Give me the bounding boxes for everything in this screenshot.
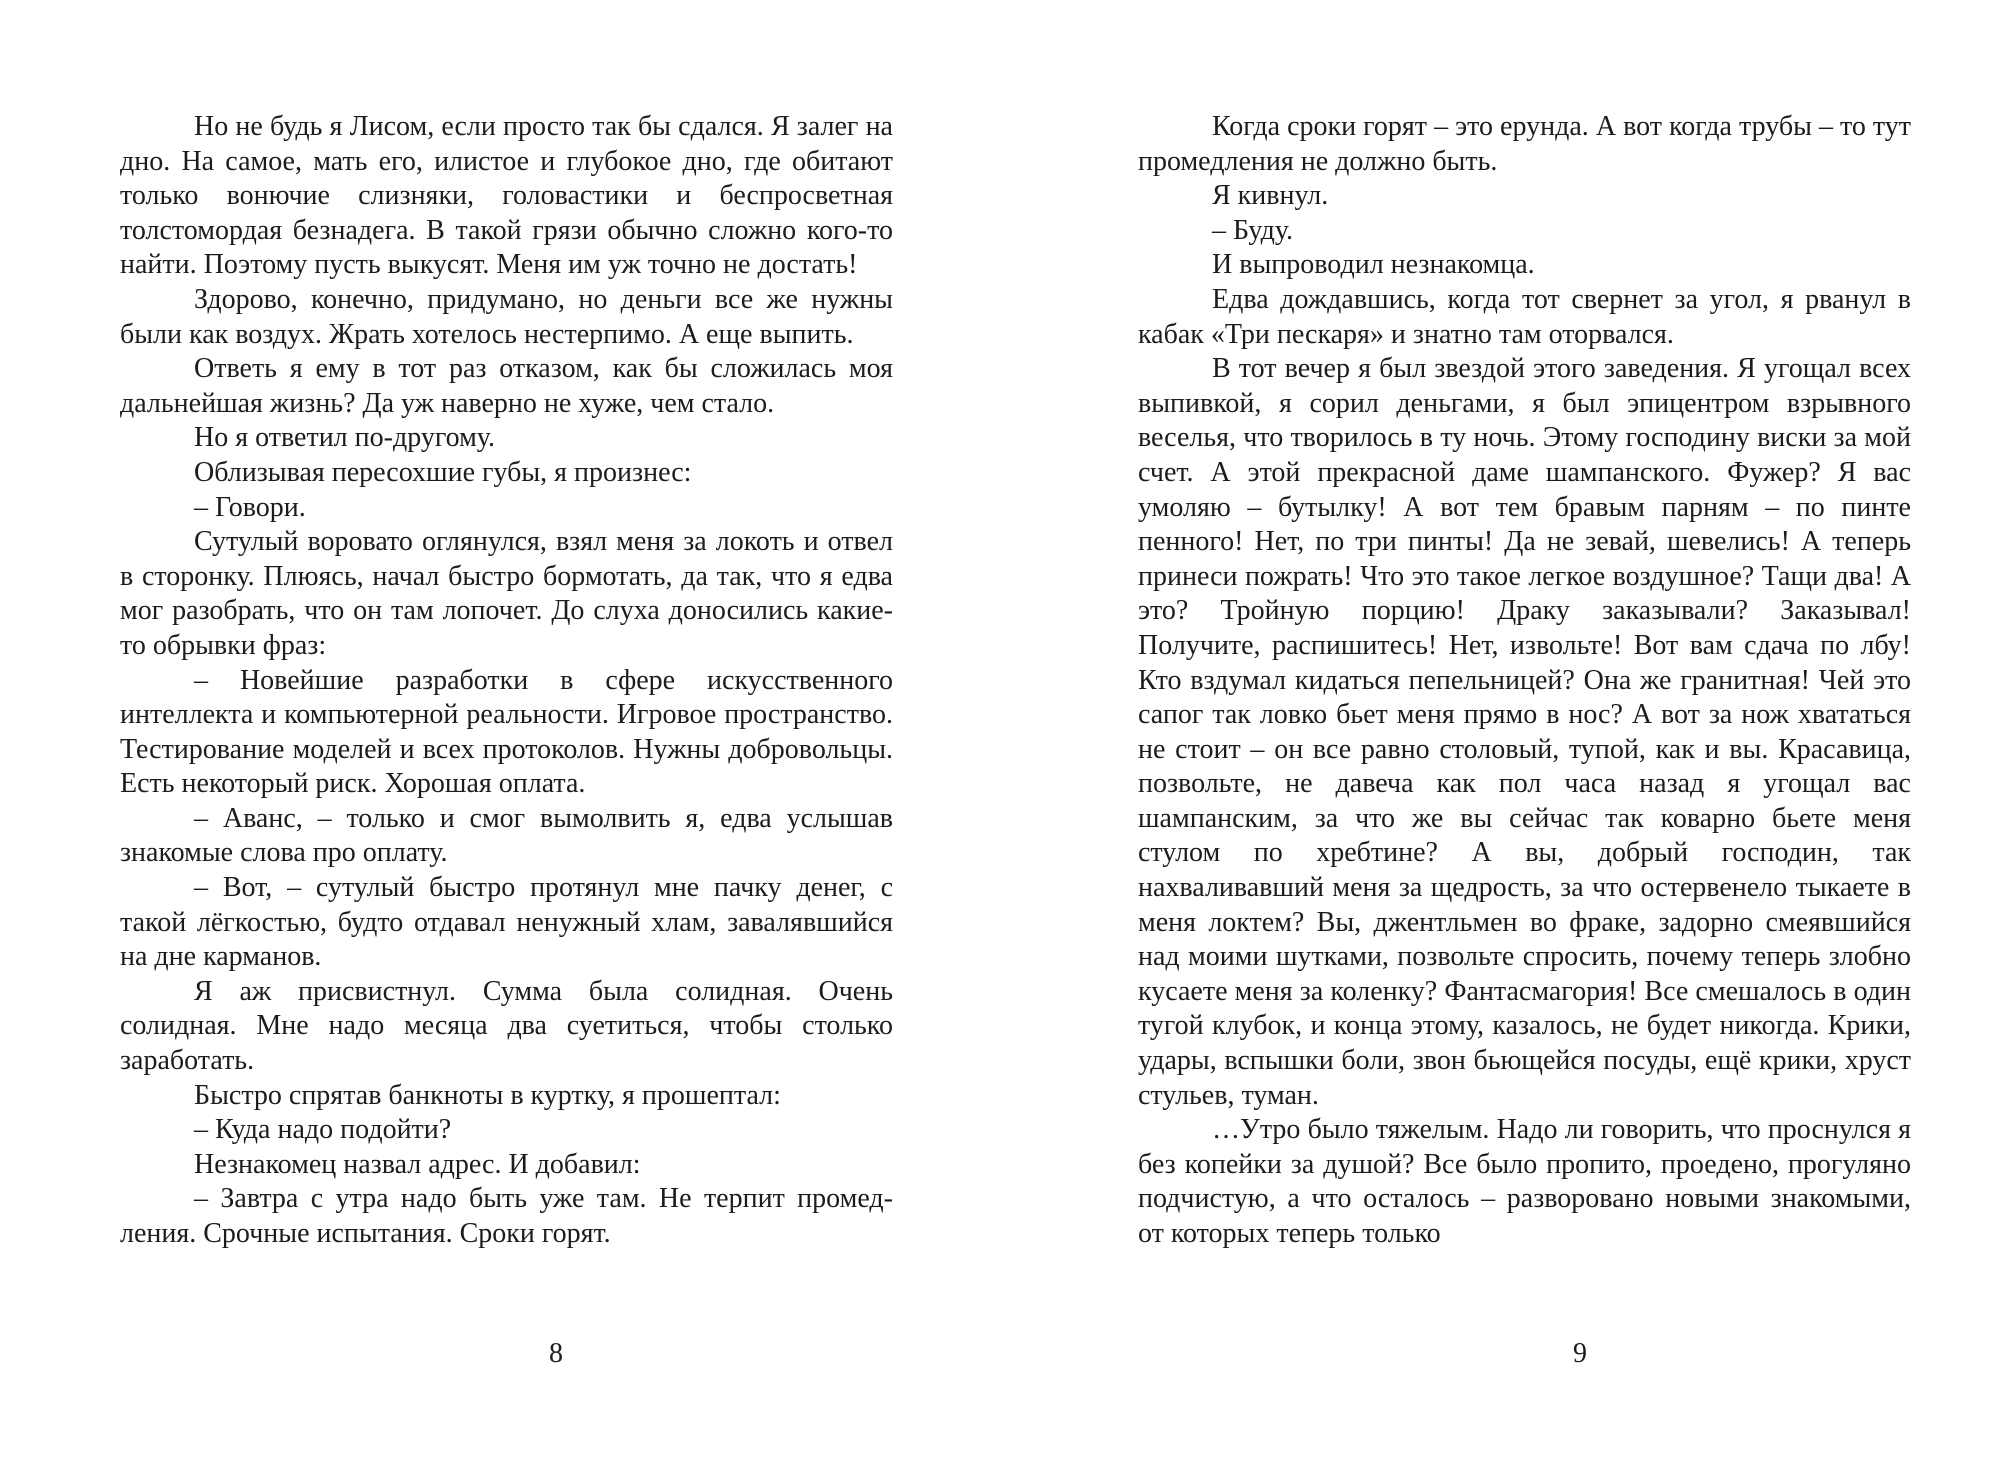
paragraph: Ответь я ему в тот раз отказом, как бы сложилась моя дальнейшая жизнь? Да уж наверно не хуже, чем стало.	[120, 353, 893, 419]
paragraph: Я кивнул.	[1212, 180, 1329, 212]
right-page-text	[1138, 110, 1911, 1252]
paragraph: Облизывая пересохшие губы, я произнес:	[194, 456, 692, 488]
left-page-text	[120, 110, 893, 1252]
paragraph: Но я ответил по-другому.	[194, 422, 495, 454]
paragraph: В тот вечер я был звездой этого заведения. Я угощал всех выпивкой, я сорил деньгами, я был эпицентром взрывного веселья, что творилось в ту ночь. Этому господину виски за мой счет. А этой прекрасной даме шампанского. Фужер? Я вас умоляю – бутылку! А вот тем бравым парням – по пинте пенного! Нет, по три пинты! Да не зевай, шевелись! А теперь принеси пожрать! Что это такое легкое воздушное? Тащи два! А это? Тройную порцию! Драку заказывали? Заказывал! Получите, распишитесь! Нет, извольте! Вот вам сдача по лбу! Кто вздумал кидаться пепельницей? Она же гранитная! Чей это сапог так ловко бьет меня прямо в нос? А вот за нож хвататься не стоит – он все равно столовый, тупой, как и вы. Красавица, позвольте, не давеча как пол часа назад я угощал вас шампанским, за что же вы сейчас так коварно бьете меня стулом по хребтине? А вы, добрый господин, так нахваливавший меня за щедрость, за что остервенело тыкаете в меня локтем? Вы, джентльмен во фраке, задорно смеявшийся над моими шутками, позвольте спросить, почему теперь злобно кусаете меня за коленку? Фантасмагория! Все смешалось в один тугой клубок, и конца этому, казалось, не будет никогда. Крики, удары, вспышки боли, звон бьющейся посуды, ещё крики, хруст стульев, туман.	[1138, 353, 1911, 1111]
paragraph: Здорово, конечно, придумано, но деньги все же нужны были как воздух. Жрать хотелось нестерпимо. А еще выпить.	[120, 283, 893, 350]
paragraph: Когда сроки горят – это ерунда. А вот когда трубы – то тут промедления не должно быть.	[1138, 111, 1911, 177]
paragraph: – Новейшие разработки в сфере искусственного интеллекта и компьютерной реальности. Игровое пространство. Тестирование моделей и всех протоколов. Нужны добровольцы. Есть некоторый риск. Хорошая оплата.	[120, 664, 893, 800]
paragraph: …Утро было тяжелым. Надо ли говорить, что проснулся я без копейки за душой? Все было пропито, проедено, прогуляно подчистую, а что осталось – разворовано новыми знакомыми, от которых теперь только	[1138, 1114, 1911, 1249]
paragraph: Быстро спрятав банкноты в куртку, я прошептал:	[194, 1079, 781, 1111]
paragraph: Незнакомец назвал адрес. И добавил:	[194, 1148, 641, 1180]
right-page	[1000, 0, 2000, 1457]
paragraph: – Аванс, – только и смог вымолвить я, едва услышав знакомые слова про оплату.	[120, 802, 893, 869]
paragraph: Едва дождавшись, когда тот свернет за угол, я рванул в кабак «Три пескаря» и знатно там оторвался.	[1138, 283, 1911, 350]
paragraph: Я аж присвистнул. Сумма была солидная. Очень солидная. Мне надо месяца два суетиться, чтобы столько заработать.	[120, 975, 893, 1077]
paragraph: – Говори.	[194, 491, 306, 523]
paragraph: – Буду.	[1212, 214, 1294, 246]
paragraph: – Вот, – сутулый быстро протянул мне пачку денег, с такой лёгкостью, будто отдавал ненужный хлам, завалявшийся на дне карманов.	[120, 872, 893, 973]
paragraph: – Куда надо подойти?	[194, 1114, 452, 1146]
paragraph: – Завтра с утра надо быть уже там. Не терпит промедления. Срочные испытания. Сроки горят.	[120, 1183, 893, 1249]
paragraph: Но не будь я Лисом, если просто так бы сдался. Я залег на дно. На самое, мать его, илистое и глубокое дно, где обитают только вонючие слизняки, головастики и беспросветная толстомордая безнадега. В такой грязи обычно сложно кого-то найти. Поэтому пусть выкусят. Меня им уж точно не достать!	[120, 111, 893, 281]
paragraph: И выпроводил незнакомца.	[1212, 249, 1535, 281]
paragraph: Сутулый воровато оглянулся, взял меня за локоть и отвел в сторонку. Плюясь, начал быстро бормотать, да так, что я едва мог разобрать, что он там лопочет. До слуха доносились какие-то обрывки фраз:	[120, 526, 893, 661]
page-number-right: 9	[1573, 1338, 1587, 1369]
page-number-left: 8	[549, 1338, 563, 1369]
